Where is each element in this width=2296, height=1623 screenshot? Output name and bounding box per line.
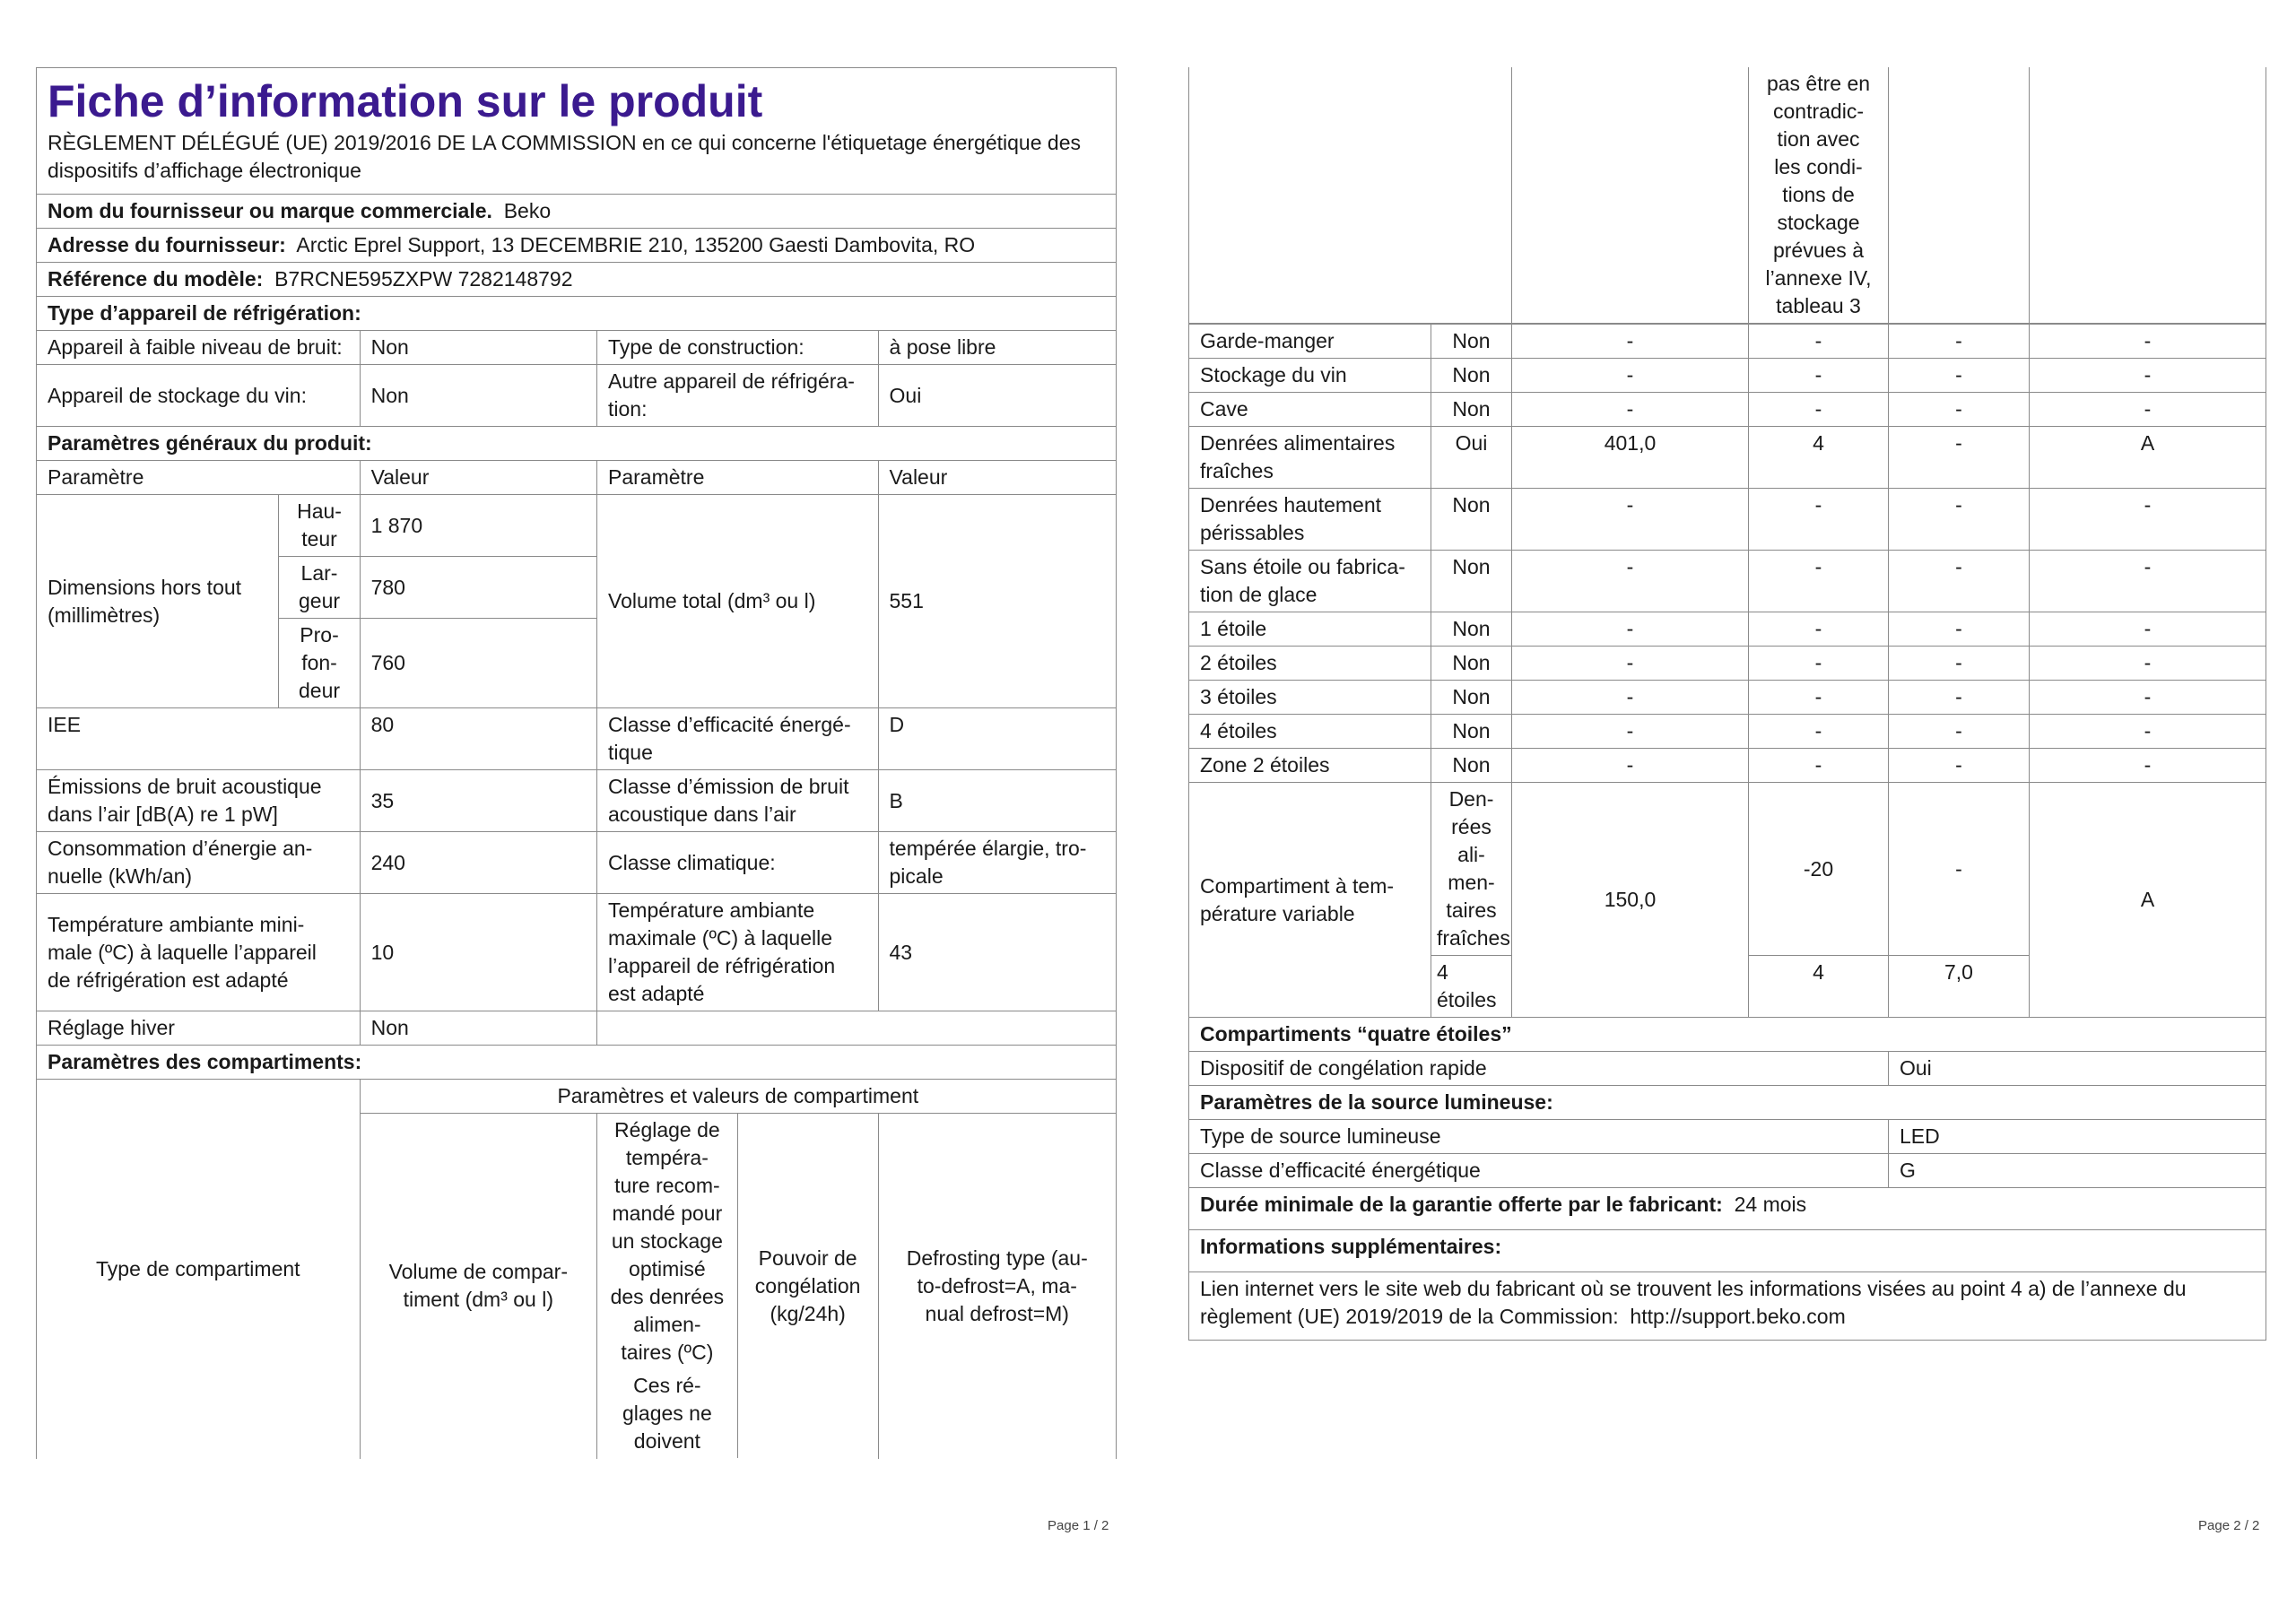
compartment-volume: - [1512, 359, 1749, 393]
variable-label: Compartiment à tem- pérature variable [1189, 783, 1431, 1018]
compartment-row [1189, 551, 2266, 612]
variable-defrost: A [2030, 783, 2266, 1018]
tmax-label: Température ambiante maximale (ºC) à laquelle l’appareil de réfrigération est adapté [597, 894, 879, 1011]
compartment-row [1189, 749, 2266, 783]
comp-params-row [37, 1080, 1117, 1114]
compartment-defrost: - [2030, 393, 2266, 427]
warranty-value: 24 mois [1734, 1193, 1807, 1216]
page-number: Page 1 / 2 [1048, 1518, 1109, 1533]
eff-class-label: Classe d’efficacité énergé- tique [597, 708, 879, 770]
regulation-subtitle: RÈGLEMENT DÉLÉGUÉ (UE) 2019/2016 DE LA COMMISSION en ce qui concerne l'étiquetage énergétique des dispositifs d’affichage électronique [48, 131, 1081, 182]
light-heading: Paramètres de la source lumineuse: [1189, 1086, 2266, 1120]
page-1 [36, 0, 1117, 1533]
volume-label: Volume total (dm³ ou l) [597, 495, 879, 708]
header-cell [37, 68, 1117, 195]
wine-value: Non [360, 365, 596, 427]
compartment-defrost: - [2030, 612, 2266, 647]
width-label: Lar- geur [279, 557, 360, 619]
fast-freeze-label: Dispositif de congélation rapide [1189, 1052, 1889, 1086]
compartment-temp: - [1749, 749, 1889, 783]
compartment-name: Garde-manger [1189, 325, 1431, 359]
compartment-defrost: - [2030, 647, 2266, 681]
compartment-freeze: - [1889, 612, 2030, 647]
noise-label: Émissions de bruit acoustique dans l’air [dB(A) re 1 pW] [37, 770, 361, 832]
compartment-defrost: - [2030, 489, 2266, 551]
variable-sub2-freeze: 7,0 [1889, 956, 2030, 1018]
comp-temp-header: Réglage de tempéra- ture recom- mandé pour un stockage optimisé des denrées alimen- taires (ºC) [597, 1114, 737, 1369]
low-noise-row [37, 331, 1117, 365]
wine-label: Appareil de stockage du vin: [37, 365, 361, 427]
fast-freeze-row [1189, 1052, 2266, 1086]
compartment-volume: - [1512, 393, 1749, 427]
light-type-value: LED [1889, 1120, 2266, 1154]
compartment-name: Stockage du vin [1189, 359, 1431, 393]
continued-row [1189, 67, 2266, 324]
model-label: Référence du modèle: [48, 267, 264, 291]
compartment-row [1189, 612, 2266, 647]
light-class-label: Classe d’efficacité énergétique [1189, 1154, 1889, 1188]
temp-note-continued: pas être en contradic- tion avec les condi- tions de stockage prévues à l’annexe IV, tableau 3 [1749, 67, 1889, 324]
variable-sub1-temp: -20 [1749, 783, 1889, 956]
variable-sub2-label: 4 étoiles [1431, 956, 1512, 1018]
empty-cell [597, 1011, 1117, 1046]
iee-row [37, 708, 1117, 770]
compartment-defrost: - [2030, 359, 2266, 393]
compartment-name: Cave [1189, 393, 1431, 427]
light-class-value: G [1889, 1154, 2266, 1188]
compartment-row [1189, 489, 2266, 551]
height-value: 1 870 [360, 495, 596, 557]
address-row [37, 229, 1117, 263]
compartment-defrost: - [2030, 715, 2266, 749]
compartment-name: 2 étoiles [1189, 647, 1431, 681]
winter-row [37, 1011, 1117, 1046]
supplier-value: Beko [503, 199, 552, 222]
variable-sub1-label: Den- rées ali- men- taires fraîches [1431, 783, 1512, 956]
iee-value: 80 [360, 708, 596, 770]
compartment-row [1189, 715, 2266, 749]
type-heading: Type d’appareil de réfrigération: [37, 297, 1117, 331]
compartment-row [1189, 647, 2266, 681]
supplier-row [37, 195, 1117, 229]
compartment-defrost: - [2030, 749, 2266, 783]
volume-value: 551 [878, 495, 1116, 708]
warranty-label: Durée minimale de la garantie offerte par le fabricant: [1200, 1193, 1723, 1216]
variable-sub2-temp: 4 [1749, 956, 1889, 1018]
variable-row-1 [1189, 783, 2266, 956]
compartment-freeze: - [1889, 749, 2030, 783]
compartment-temp: - [1749, 393, 1889, 427]
address-value: Arctic Eprel Support, 13 DECEMBRIE 210, 135200 Gaesti Dambovita, RO [296, 233, 976, 256]
depth-value: 760 [360, 619, 596, 708]
other-value: Oui [878, 365, 1116, 427]
compartment-freeze: - [1889, 393, 2030, 427]
winter-label: Réglage hiver [37, 1011, 361, 1046]
wine-row [37, 365, 1117, 427]
comp-temp-note: Ces ré- glages ne doivent [597, 1369, 737, 1458]
col-param-2: Paramètre [597, 461, 879, 495]
iee-label: IEE [37, 708, 361, 770]
energy-label: Consommation d’énergie an- nuelle (kWh/an) [37, 832, 361, 894]
compartment-temp: - [1749, 681, 1889, 715]
fast-freeze-value: Oui [1889, 1052, 2266, 1086]
compartment-present: Non [1431, 359, 1512, 393]
page-title: Fiche d’information sur le produit [48, 76, 763, 126]
construction-label: Type de construction: [597, 331, 879, 365]
info-link[interactable]: http://support.beko.com [1630, 1305, 1846, 1328]
variable-volume: 150,0 [1512, 783, 1749, 1018]
compartment-present: Oui [1431, 427, 1512, 489]
compartment-defrost: - [2030, 325, 2266, 359]
model-value: B7RCNE595ZXPW 7282148792 [274, 267, 573, 291]
info-text: Lien internet vers le site web du fabricant où se trouvent les informations visées au point 4 a) de l’annexe du règlement (UE) 2019/2019 de la Commission: [1200, 1277, 2187, 1328]
light-type-label: Type de source lumineuse [1189, 1120, 1889, 1154]
compartment-row [1189, 325, 2266, 359]
low-noise-value: Non [360, 331, 596, 365]
noise-value: 35 [360, 770, 596, 832]
tmin-label: Température ambiante mini- male (ºC) à laquelle l’appareil de réfrigération est adapté [37, 894, 361, 1011]
compartment-temp: - [1749, 612, 1889, 647]
comp-defrost-header: Defrosting type (au- to-defrost=A, ma- nual defrost=M) [878, 1114, 1116, 1459]
variable-sub1-freeze: - [1889, 783, 2030, 956]
low-noise-label: Appareil à faible niveau de bruit: [37, 331, 361, 365]
comp-type-header: Type de compartiment [37, 1080, 361, 1459]
dimensions-label: Dimensions hors tout (millimètres) [37, 495, 279, 708]
compartment-freeze: - [1889, 715, 2030, 749]
compartment-row [1189, 681, 2266, 715]
compartment-volume: - [1512, 551, 1749, 612]
temperature-row [37, 894, 1117, 1011]
noise-class-value: B [878, 770, 1116, 832]
depth-label: Pro- fon- deur [279, 619, 360, 708]
compartment-volume: - [1512, 489, 1749, 551]
comp-params-header: Paramètres et valeurs de compartiment [360, 1080, 1116, 1114]
info-heading: Informations supplémentaires: [1189, 1230, 2266, 1272]
supplier-label: Nom du fournisseur ou marque commerciale. [48, 199, 492, 222]
energy-value: 240 [360, 832, 596, 894]
construction-value: à pose libre [878, 331, 1116, 365]
compartment-row [1189, 359, 2266, 393]
compartment-present: Non [1431, 681, 1512, 715]
compartment-volume: 401,0 [1512, 427, 1749, 489]
address-label: Adresse du fournisseur: [48, 233, 286, 256]
comp-volume-header: Volume de compar- timent (dm³ ou l) [360, 1114, 596, 1459]
compartment-present: Non [1431, 612, 1512, 647]
height-row [37, 495, 1117, 557]
compartment-volume: - [1512, 681, 1749, 715]
page-2 [1188, 0, 2266, 1533]
compartment-name: 1 étoile [1189, 612, 1431, 647]
energy-row [37, 832, 1117, 894]
compartment-present: Non [1431, 715, 1512, 749]
width-value: 780 [360, 557, 596, 619]
compartment-name: 3 étoiles [1189, 681, 1431, 715]
compartment-freeze: - [1889, 647, 2030, 681]
compartment-name: 4 étoiles [1189, 715, 1431, 749]
compartment-present: Non [1431, 325, 1512, 359]
climate-label: Classe climatique: [597, 832, 879, 894]
compartment-defrost: - [2030, 681, 2266, 715]
light-class-row [1189, 1154, 2266, 1188]
compartment-present: Non [1431, 393, 1512, 427]
compartment-freeze: - [1889, 359, 2030, 393]
info-row [1189, 1272, 2266, 1341]
winter-value: Non [360, 1011, 596, 1046]
noise-class-label: Classe d’émission de bruit acoustique dans l’air [597, 770, 879, 832]
compartment-present: Non [1431, 489, 1512, 551]
compartment-temp: - [1749, 325, 1889, 359]
compartments-rows-table [1188, 324, 2266, 1341]
compartment-volume: - [1512, 715, 1749, 749]
height-label: Hau- teur [279, 495, 360, 557]
col-value-1: Valeur [360, 461, 596, 495]
tmin-value: 10 [360, 894, 596, 1011]
compartment-defrost: A [2030, 427, 2266, 489]
climate-value: tempérée élargie, tro- picale [878, 832, 1116, 894]
general-heading: Paramètres généraux du produit: [37, 427, 1117, 461]
eff-class-value: D [878, 708, 1116, 770]
compartment-volume: - [1512, 647, 1749, 681]
compartment-present: Non [1431, 647, 1512, 681]
product-info-table-page1 [36, 67, 1117, 1459]
four-star-heading: Compartiments “quatre étoiles” [1189, 1018, 2266, 1052]
compartment-freeze: - [1889, 489, 2030, 551]
compartment-temp: - [1749, 359, 1889, 393]
compartment-freeze: - [1889, 427, 2030, 489]
compartment-name: Denrées hautement périssables [1189, 489, 1431, 551]
page-number-2: Page 2 / 2 [2198, 1518, 2260, 1533]
compartment-row [1189, 393, 2266, 427]
compartment-freeze: - [1889, 681, 2030, 715]
model-row [37, 263, 1117, 297]
compartments-table-page2 [1188, 67, 2266, 324]
compartment-row [1189, 427, 2266, 489]
compartment-temp: - [1749, 489, 1889, 551]
col-value-2: Valeur [878, 461, 1116, 495]
param-header-row [37, 461, 1117, 495]
comp-freeze-header: Pouvoir de congélation (kg/24h) [754, 1245, 861, 1325]
col-param-1: Paramètre [37, 461, 361, 495]
tmax-value: 43 [878, 894, 1116, 1011]
compartment-temp: - [1749, 715, 1889, 749]
warranty-row [1189, 1188, 2266, 1230]
compartment-temp: - [1749, 551, 1889, 612]
compartment-name: Zone 2 étoiles [1189, 749, 1431, 783]
compartment-volume: - [1512, 749, 1749, 783]
compartment-volume: - [1512, 612, 1749, 647]
compartment-defrost: - [2030, 551, 2266, 612]
noise-row [37, 770, 1117, 832]
compartment-volume: - [1512, 325, 1749, 359]
compartment-name: Sans étoile ou fabrica- tion de glace [1189, 551, 1431, 612]
compartment-name: Denrées alimentaires fraîches [1189, 427, 1431, 489]
compartment-present: Non [1431, 551, 1512, 612]
compartment-temp: - [1749, 647, 1889, 681]
compartment-present: Non [1431, 749, 1512, 783]
compartment-temp: 4 [1749, 427, 1889, 489]
other-label: Autre appareil de réfrigéra- tion: [597, 365, 879, 427]
light-type-row [1189, 1120, 2266, 1154]
compartment-freeze: - [1889, 325, 2030, 359]
compartment-freeze: - [1889, 551, 2030, 612]
compartments-heading: Paramètres des compartiments: [37, 1046, 1117, 1080]
